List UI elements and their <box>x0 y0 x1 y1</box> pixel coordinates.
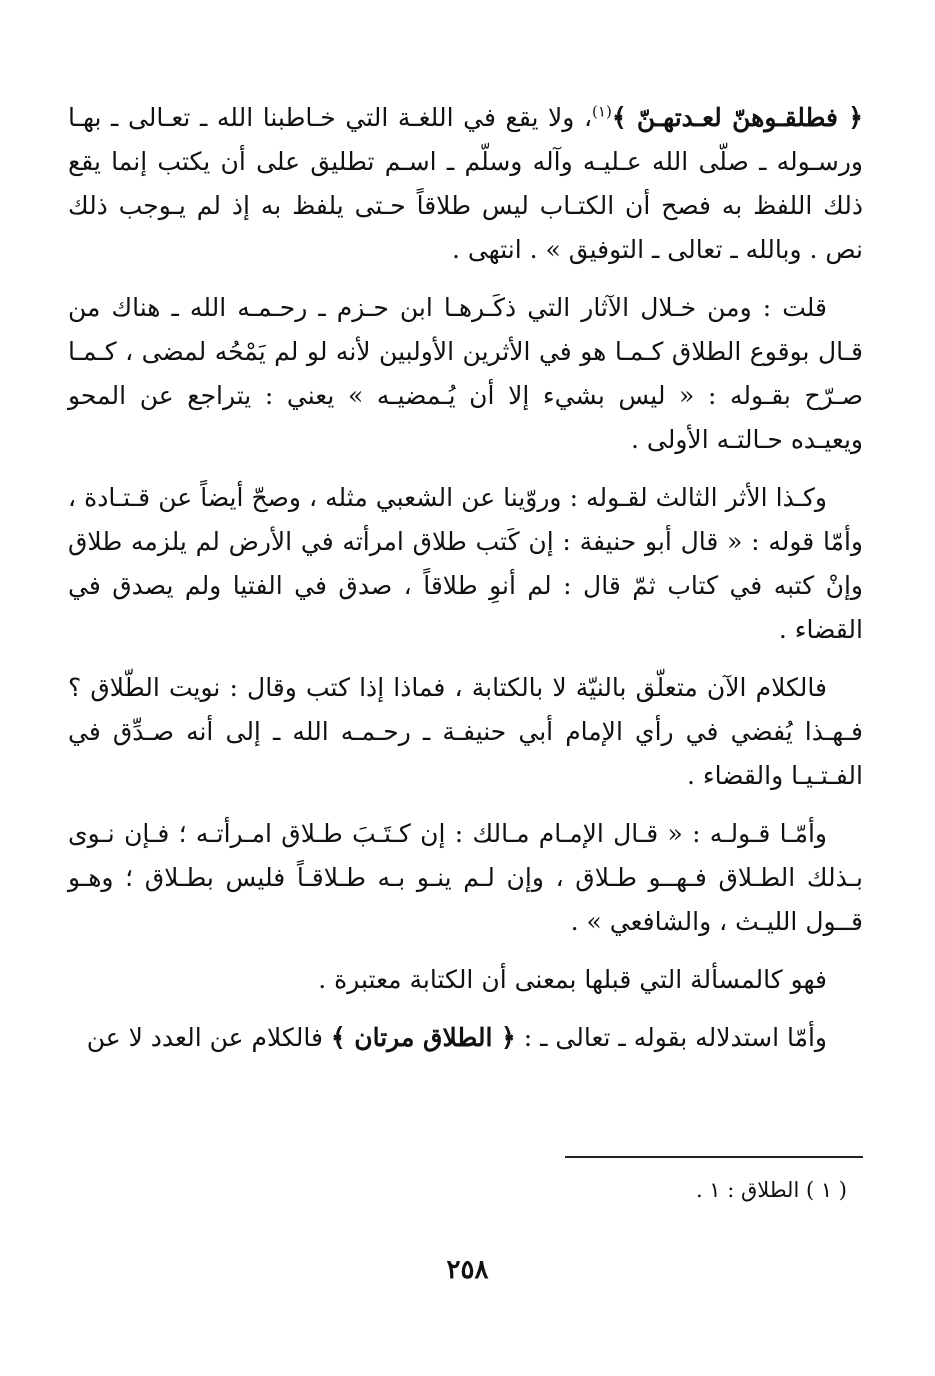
paragraph-7-text: وأمّا استدلاله بقوله ـ تعالى ـ : <box>523 1023 827 1052</box>
paragraph-7 <box>68 1016 863 1060</box>
footnote: ( ١ ) الطلاق : ١ . <box>695 1178 847 1202</box>
paragraph-1-text: ، ولا يقع في اللغـة التي خـاطبنا الله ـ تعـالى ـ بهـا ورسـوله ـ صلّى الله عـليـه وآله وسلّم ـ اسـم تطليق على أن يكتب إنما يقع ذلك اللفظ به فصح أن الكتـاب ليس طلاقاً حـتى يلفظ به إذ لم يـوجب ذلك نص . وبالله ـ تعالى ـ التوفيق » . انتهى . <box>68 103 863 264</box>
quran-quote: ﴿ الطلاق مرتان ﴾ <box>330 1023 516 1052</box>
paragraph-4: فالكلام الآن متعلّق بالنيّة لا بالكتابة ، فماذا إذا كتب وقال : نويت الطّلاق ؟ فـهـذا يُفضي في رأي الإمام أبي حنيفـة ـ رحـمـه الله ـ إلى أنه صـدِّق في الفـتـيـا والقضاء . <box>68 673 863 790</box>
footnote-separator <box>565 1156 863 1158</box>
footnote-marker: (١) <box>592 102 612 121</box>
paragraph-3: وكـذا الأثر الثالث لقـوله : وروّينا عن الشعبي مثله ، وصحّ أيضاً عن قـتـادة ، وأمّا قوله : « قال أبو حنيفة : إن كَتب طلاق امرأته في الأرض لم يلزمه طلاق وإنْ كتبه في كتاب ثمّ قال : لم أنوِ طلاقاً ، صدق في الفتيا ولم يصدق في القضاء . <box>68 483 863 644</box>
main-text <box>68 96 863 1074</box>
paragraph-2: قلت : ومن خـلال الآثار التي ذكَـرهـا ابن حـزم ـ رحـمـه الله ـ هناك من قـال بوقوع الطلاق كـمـا هو في الأثرين الأولبين لأنه لو لم يَمْحُه لمضى ، كـمـا صـرّح بقـوله : « ليس بشيء إلا أن يُـمضيـه » يعني : يتراجع عن المحو ويعيـده حـالتـه الأولى . <box>68 293 863 454</box>
page-number: ٢٥٨ <box>446 1255 489 1285</box>
paragraph-5: وأمّـا قـولـه : « قـال الإمـام مـالك : إن كـتَـبَ طـلاق امـرأتـه ؛ فـإن نـوى بـذلك الطـلاق فـهــو طـلاق ، وإن لـم ينـو بـه طـلاقـاً فليس بطـلاق ؛ وهـو قــول الليـث ، والشافعي » . <box>68 819 863 936</box>
quran-quote: ﴿ فطلقـوهنّ لعـدتهـنّ ﴾ <box>611 103 863 132</box>
paragraph-1 <box>68 96 863 272</box>
paragraph-7-text-after: فالكلام عن العدد لا عن <box>86 1023 323 1052</box>
paragraph-6: فهو كالمسألة التي قبلها بمعنى أن الكتابة معتبرة . <box>318 965 827 994</box>
